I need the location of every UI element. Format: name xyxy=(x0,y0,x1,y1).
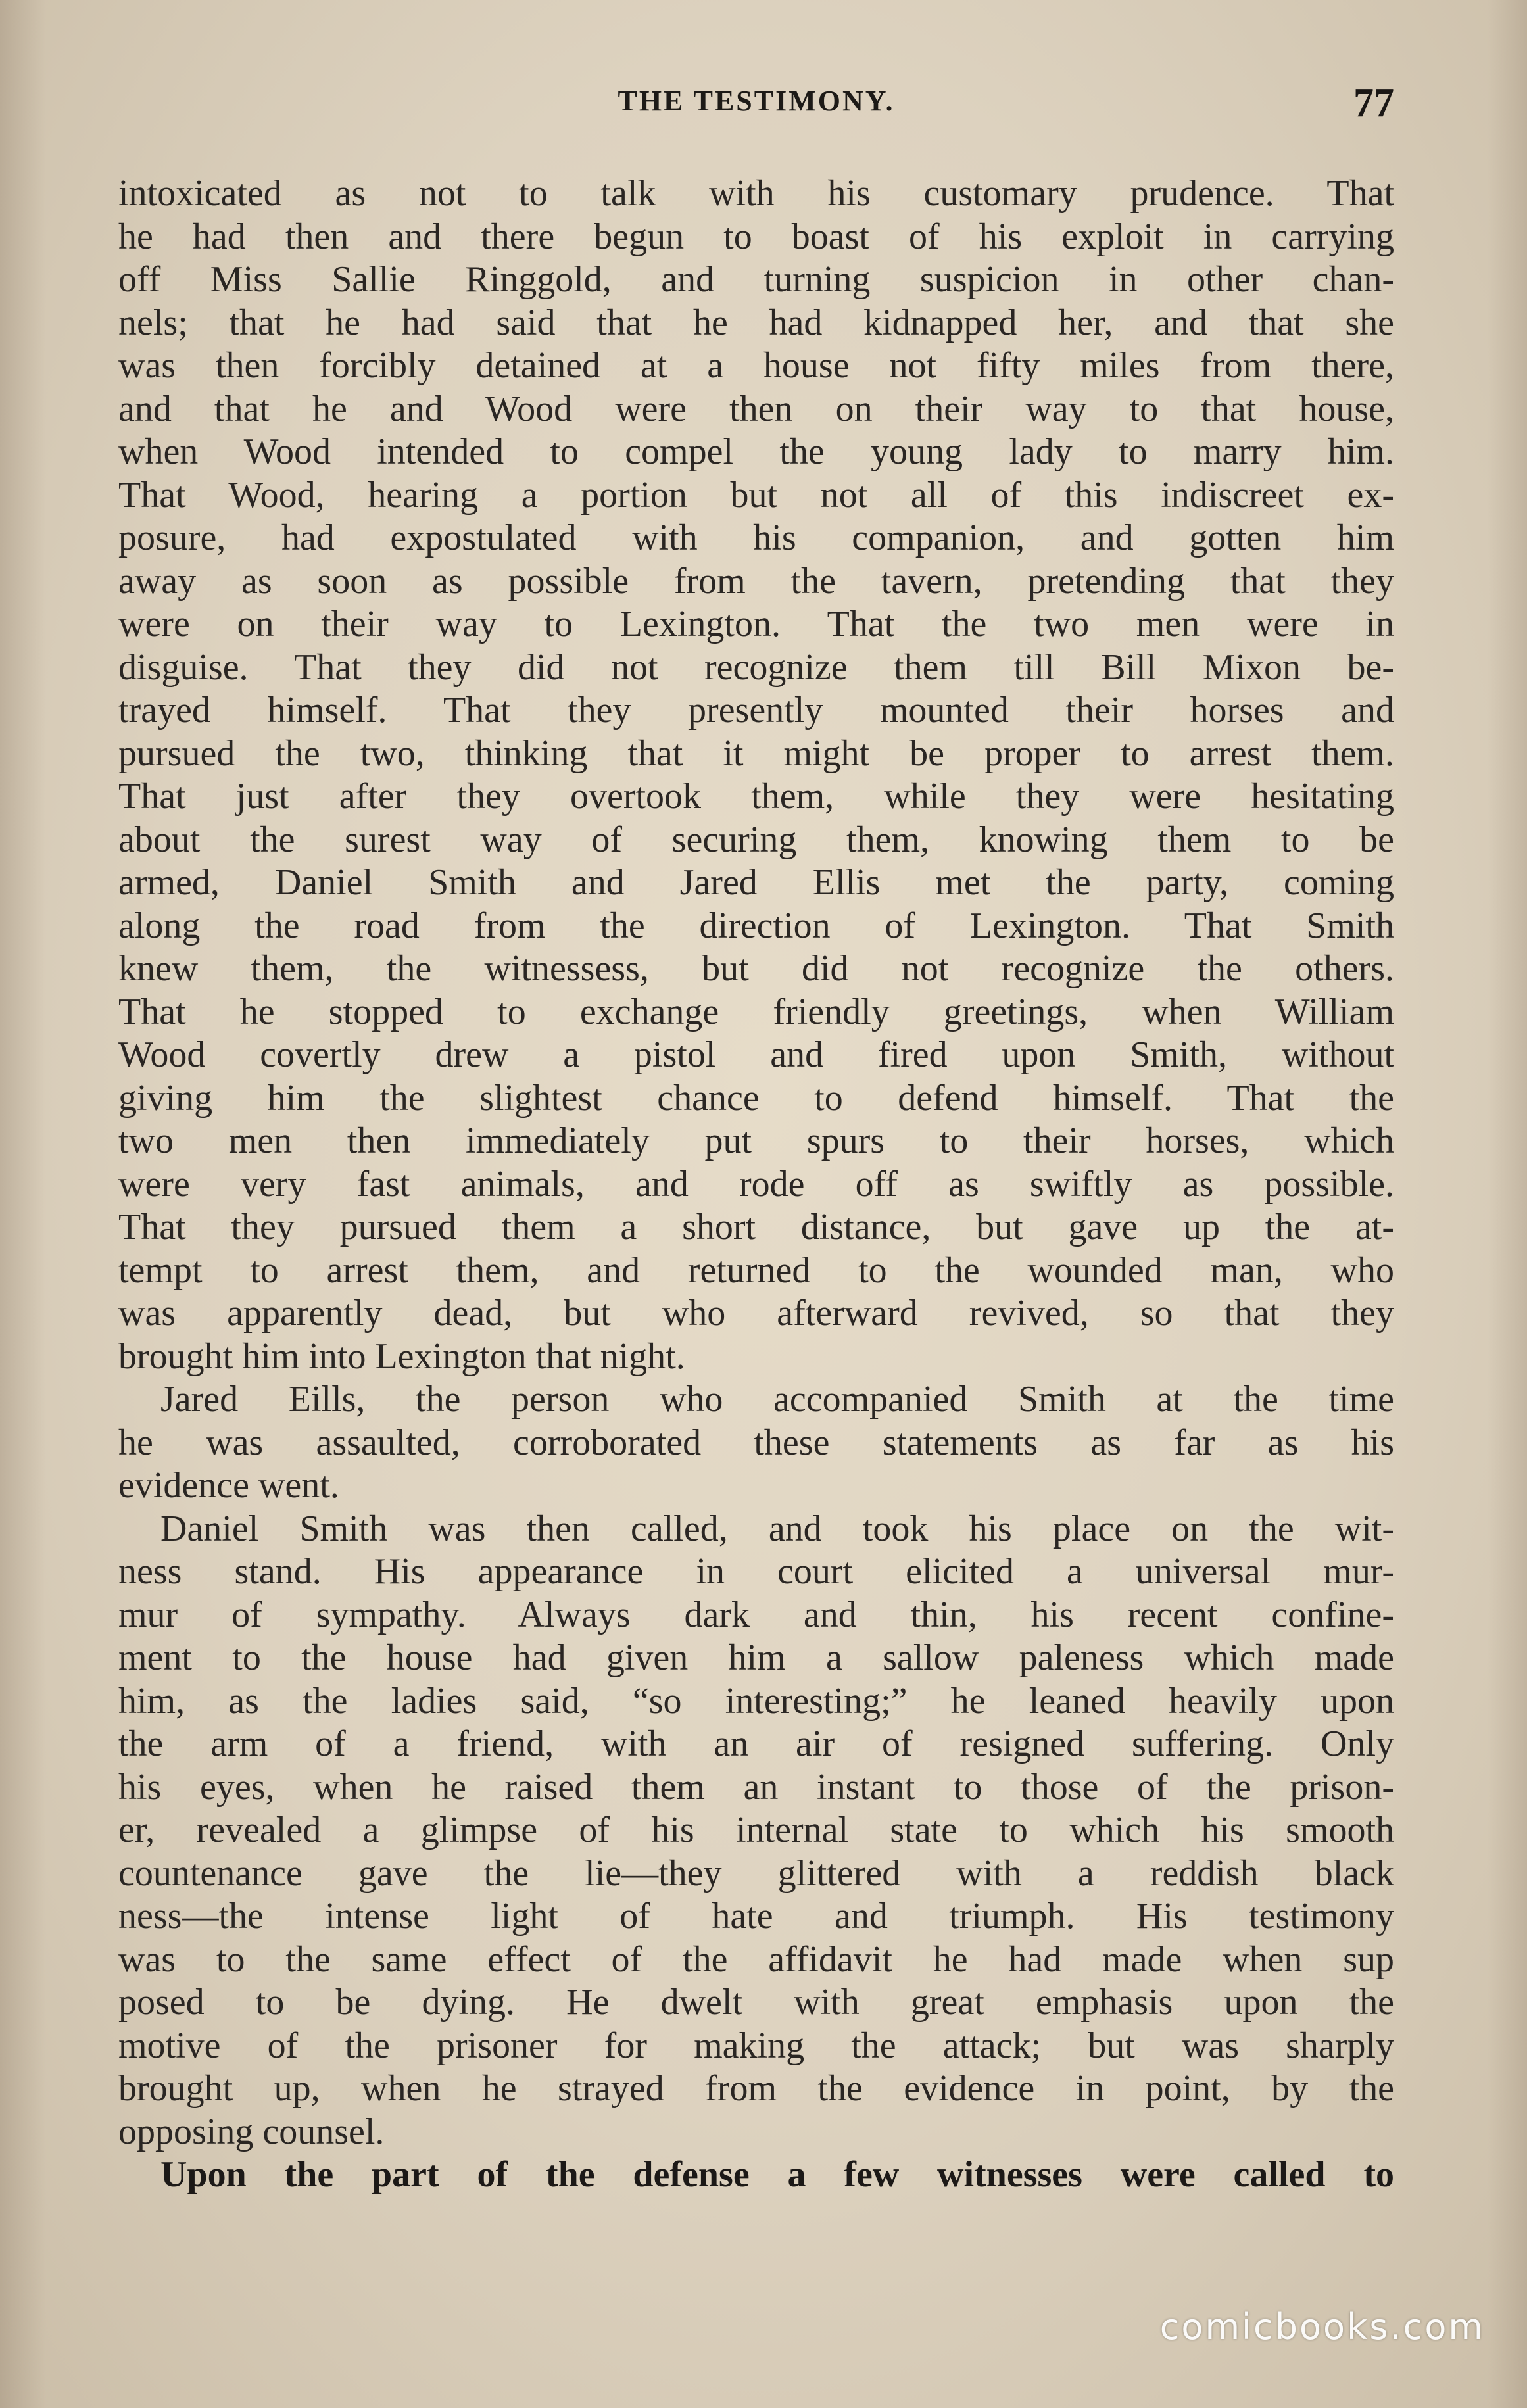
text-line: posure, had expostulated with his companion, and gotten him xyxy=(118,518,1394,558)
text-line: pursued the two, thinking that it might be proper to arrest them. xyxy=(118,733,1394,774)
running-head xyxy=(118,81,1394,130)
text-line: er, revealed a glimpse of his internal state to which his smooth xyxy=(118,1810,1394,1850)
text-line: Wood covertly drew a pistol and fired upon Smith, without xyxy=(118,1034,1394,1075)
text-line: he was assaulted, corroborated these statements as far as his xyxy=(118,1422,1394,1463)
text-line: motive of the prisoner for making the attack; but was sharply xyxy=(118,2025,1394,2066)
text-line: brought up, when he strayed from the evidence in point, by the xyxy=(118,2068,1394,2109)
text-line: his eyes, when he raised them an instant to those of the prison- xyxy=(118,1766,1394,1808)
text-line: Upon the part of the defense a few witnesses were called to xyxy=(160,2154,1394,2195)
text-line: were very fast animals, and rode off as swiftly as possible. xyxy=(118,1163,1394,1205)
text-line: opposing counsel. xyxy=(118,2111,385,2152)
text-line: him, as the ladies said, “so interesting;” he leaned heavily upon xyxy=(118,1680,1394,1722)
text-line: was to the same effect of the affidavit he had made when sup xyxy=(118,1938,1394,1980)
text-line: That Wood, hearing a portion but not all of this indiscreet ex- xyxy=(118,474,1394,516)
text-line: ment to the house had given him a sallow paleness which made xyxy=(118,1637,1394,1678)
text-line: evidence went. xyxy=(118,1465,339,1506)
text-line: giving him the slightest chance to defend himself. That the xyxy=(118,1077,1394,1119)
text-line: tempt to arrest them, and returned to the wounded man, who xyxy=(118,1249,1394,1291)
text-line: intoxicated as not to talk with his customary prudence. That xyxy=(118,173,1394,214)
text-line: the arm of a friend, with an air of resigned suffering. Only xyxy=(118,1723,1394,1764)
text-line: armed, Daniel Smith and Jared Ellis met the party, coming xyxy=(118,862,1394,903)
text-line: ness stand. His appearance in court elicited a universal mur- xyxy=(118,1551,1394,1592)
text-line: and that he and Wood were then on their way to that house, xyxy=(118,388,1394,429)
site-watermark: comicbooks.com xyxy=(1159,2306,1485,2348)
text-line: ness—the intense light of hate and triumph. His testimony xyxy=(118,1896,1394,1937)
text-line: away as soon as possible from the tavern, pretending that they xyxy=(118,560,1394,602)
text-line: along the road from the direction of Lexington. That Smith xyxy=(118,905,1394,946)
text-line: That he stopped to exchange friendly greetings, when William xyxy=(118,991,1394,1032)
text-line: That just after they overtook them, while they were hesitating xyxy=(118,776,1394,817)
text-line: That they pursued them a short distance, but gave up the at- xyxy=(118,1207,1394,1247)
body-text xyxy=(118,172,1394,2197)
text-line: knew them, the witnessess, but did not recognize the others. xyxy=(118,948,1394,989)
text-line: about the surest way of securing them, knowing them to be xyxy=(118,819,1394,860)
running-title: THE TESTIMONY. xyxy=(618,85,895,117)
text-line: mur of sympathy. Always dark and thin, his recent confine- xyxy=(118,1594,1394,1635)
text-line: Daniel Smith was then called, and took his place on the wit- xyxy=(160,1508,1394,1549)
text-line: disguise. That they did not recognize them till Bill Mixon be- xyxy=(118,646,1394,688)
text-line: countenance gave the lie—they glittered with a reddish black xyxy=(118,1852,1394,1894)
text-line: when Wood intended to compel the young lady to marry him. xyxy=(118,431,1394,472)
text-line: Jared Eills, the person who accompanied Smith at the time xyxy=(160,1379,1394,1420)
page-number: 77 xyxy=(1353,81,1394,126)
text-line: nels; that he had said that he had kidnapped her, and that she xyxy=(118,302,1394,343)
text-line: off Miss Sallie Ringgold, and turning suspicion in other chan- xyxy=(118,259,1394,300)
text-line: two men then immediately put spurs to their horses, which xyxy=(118,1120,1394,1161)
text-line: brought him into Lexington that night. xyxy=(118,1336,685,1377)
text-line: was apparently dead, but who afterward revived, so that they xyxy=(118,1293,1394,1334)
text-line: were on their way to Lexington. That the two men were in xyxy=(118,604,1394,644)
text-line: was then forcibly detained at a house not fifty miles from there, xyxy=(118,345,1394,386)
text-line: he had then and there begun to boast of his exploit in carrying xyxy=(118,216,1394,257)
text-line: trayed himself. That they presently mounted their horses and xyxy=(118,690,1394,731)
text-line: posed to be dying. He dwelt with great emphasis upon the xyxy=(118,1982,1394,2023)
